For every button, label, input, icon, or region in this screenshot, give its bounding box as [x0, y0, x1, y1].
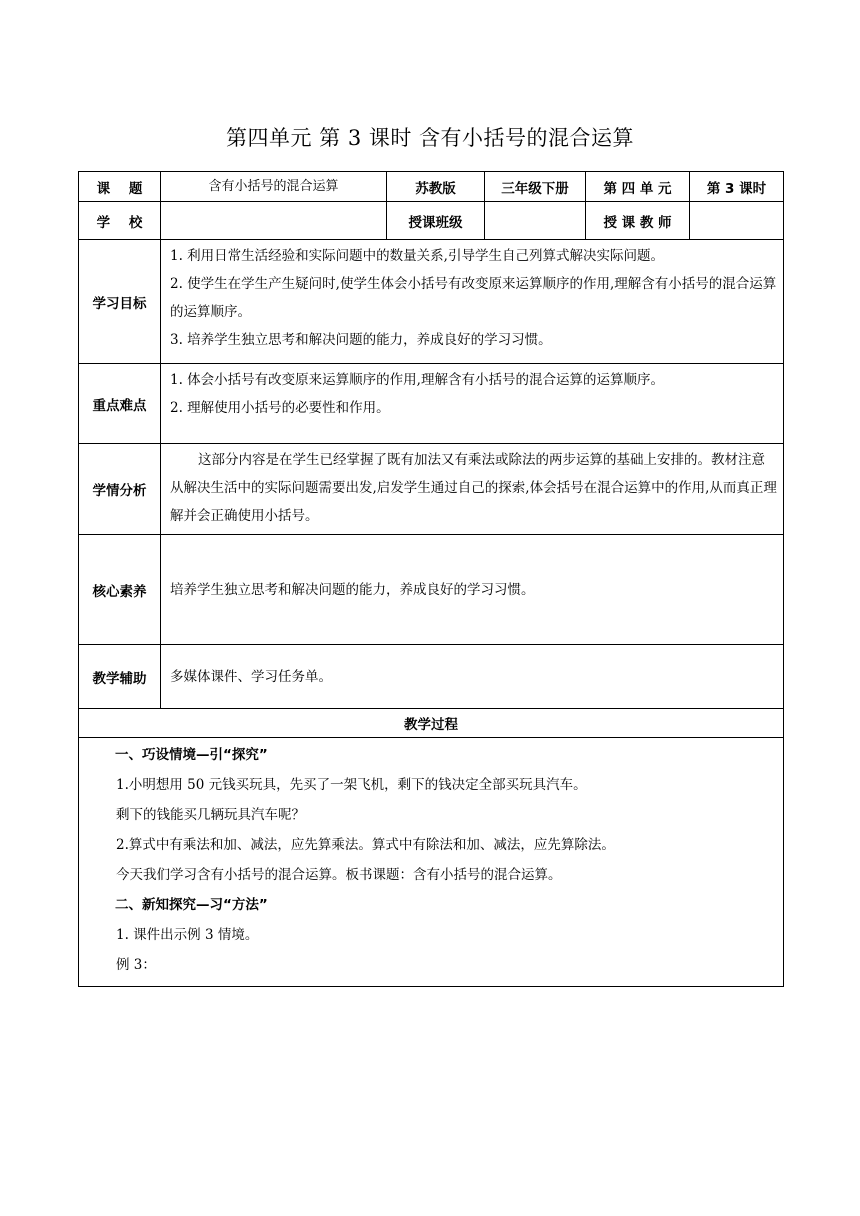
topic-value: 含有小括号的混合运算: [161, 172, 387, 202]
goals-label: 学习目标: [79, 240, 161, 364]
process-row: [79, 738, 784, 987]
header-row-topic: [79, 172, 784, 202]
key-point-item: 1. 体会小括号有改变原来运算顺序的作用,理解含有小括号的混合运算的运算顺序。: [170, 372, 664, 388]
key-point-item: 2. 理解使用小括号的必要性和作用。: [170, 400, 390, 416]
aids-row: [79, 645, 784, 709]
class-value: [485, 202, 586, 240]
goals-content: [161, 240, 784, 364]
literacy-text: 培养学生独立思考和解决问题的能力，养成良好的学习习惯。: [170, 581, 535, 598]
key-points-row: [79, 364, 784, 444]
analysis-text: 这部分内容是在学生已经掌握了既有加法又有乘法或除法的两步运算的基础上安排的。教材注意从解决生活中的实际问题需要出发,启发学生通过自己的探索,体会括号在混合运算中的作用,从而真正理解并会正确使用小括号。: [170, 452, 777, 524]
analysis-label: 学情分析: [79, 444, 161, 535]
literacy-label: 核心素养: [79, 535, 161, 645]
publisher: 苏教版: [387, 172, 485, 202]
key-points-label: 重点难点: [79, 364, 161, 444]
grade: 三年级下册: [485, 172, 586, 202]
goal-item: 3. 培养学生独立思考和解决问题的能力，养成良好的学习习惯。: [170, 332, 552, 348]
section2-title: 二、新知探究—习“方法”: [115, 897, 268, 913]
process-label: 教学过程: [79, 709, 784, 738]
key-points-content: [161, 364, 784, 444]
process-line: 今天我们学习含有小括号的混合运算。板书课题：含有小括号的混合运算。: [116, 867, 562, 883]
process-line: 2.算式中有乘法和加、减法，应先算乘法。算式中有除法和加、减法，应先算除法。: [116, 837, 615, 853]
process-header-row: [79, 709, 784, 738]
goal-item: 1. 利用日常生活经验和实际问题中的数量关系,引导学生自己列算式解决实际问题。: [170, 248, 664, 264]
header-row-school: [79, 202, 784, 240]
analysis-row: [79, 444, 784, 535]
aids-content: [161, 645, 784, 709]
literacy-content: [161, 535, 784, 645]
school-label: 学 校: [79, 202, 161, 240]
teacher-value: [690, 202, 784, 240]
section1-title: 一、巧设情境—引“探究”: [115, 747, 268, 763]
teacher-label: 授 课 教 师: [586, 202, 690, 240]
process-content: [79, 738, 784, 987]
goals-row: [79, 240, 784, 364]
analysis-content: [161, 444, 784, 535]
literacy-row: [79, 535, 784, 645]
lesson-label: 第 3 课时: [690, 172, 784, 202]
process-line: 例 3：: [116, 957, 156, 973]
school-value: [161, 202, 387, 240]
lesson-plan-table: [78, 171, 784, 987]
page-title: 第四单元 第 3 课时 含有小括号的混合运算: [225, 126, 635, 150]
class-label: 授课班级: [387, 202, 485, 240]
process-line: 1. 课件出示例 3 情境。: [116, 927, 259, 943]
process-line: 1.小明想用 50 元钱买玩具，先买了一架飞机，剩下的钱决定全部买玩具汽车。: [116, 777, 587, 793]
process-line: 剩下的钱能买几辆玩具汽车呢？: [116, 807, 305, 823]
aids-text: 多媒体课件、学习任务单。: [170, 668, 332, 685]
aids-label: 教学辅助: [79, 645, 161, 709]
unit-label: 第 四 单 元: [586, 172, 690, 202]
goal-item: 2. 使学生在学生产生疑问时,使学生体会小括号有改变原来运算顺序的作用,理解含有小括号的混合运算的运算顺序。: [170, 276, 777, 320]
topic-label: 课 题: [79, 172, 161, 202]
